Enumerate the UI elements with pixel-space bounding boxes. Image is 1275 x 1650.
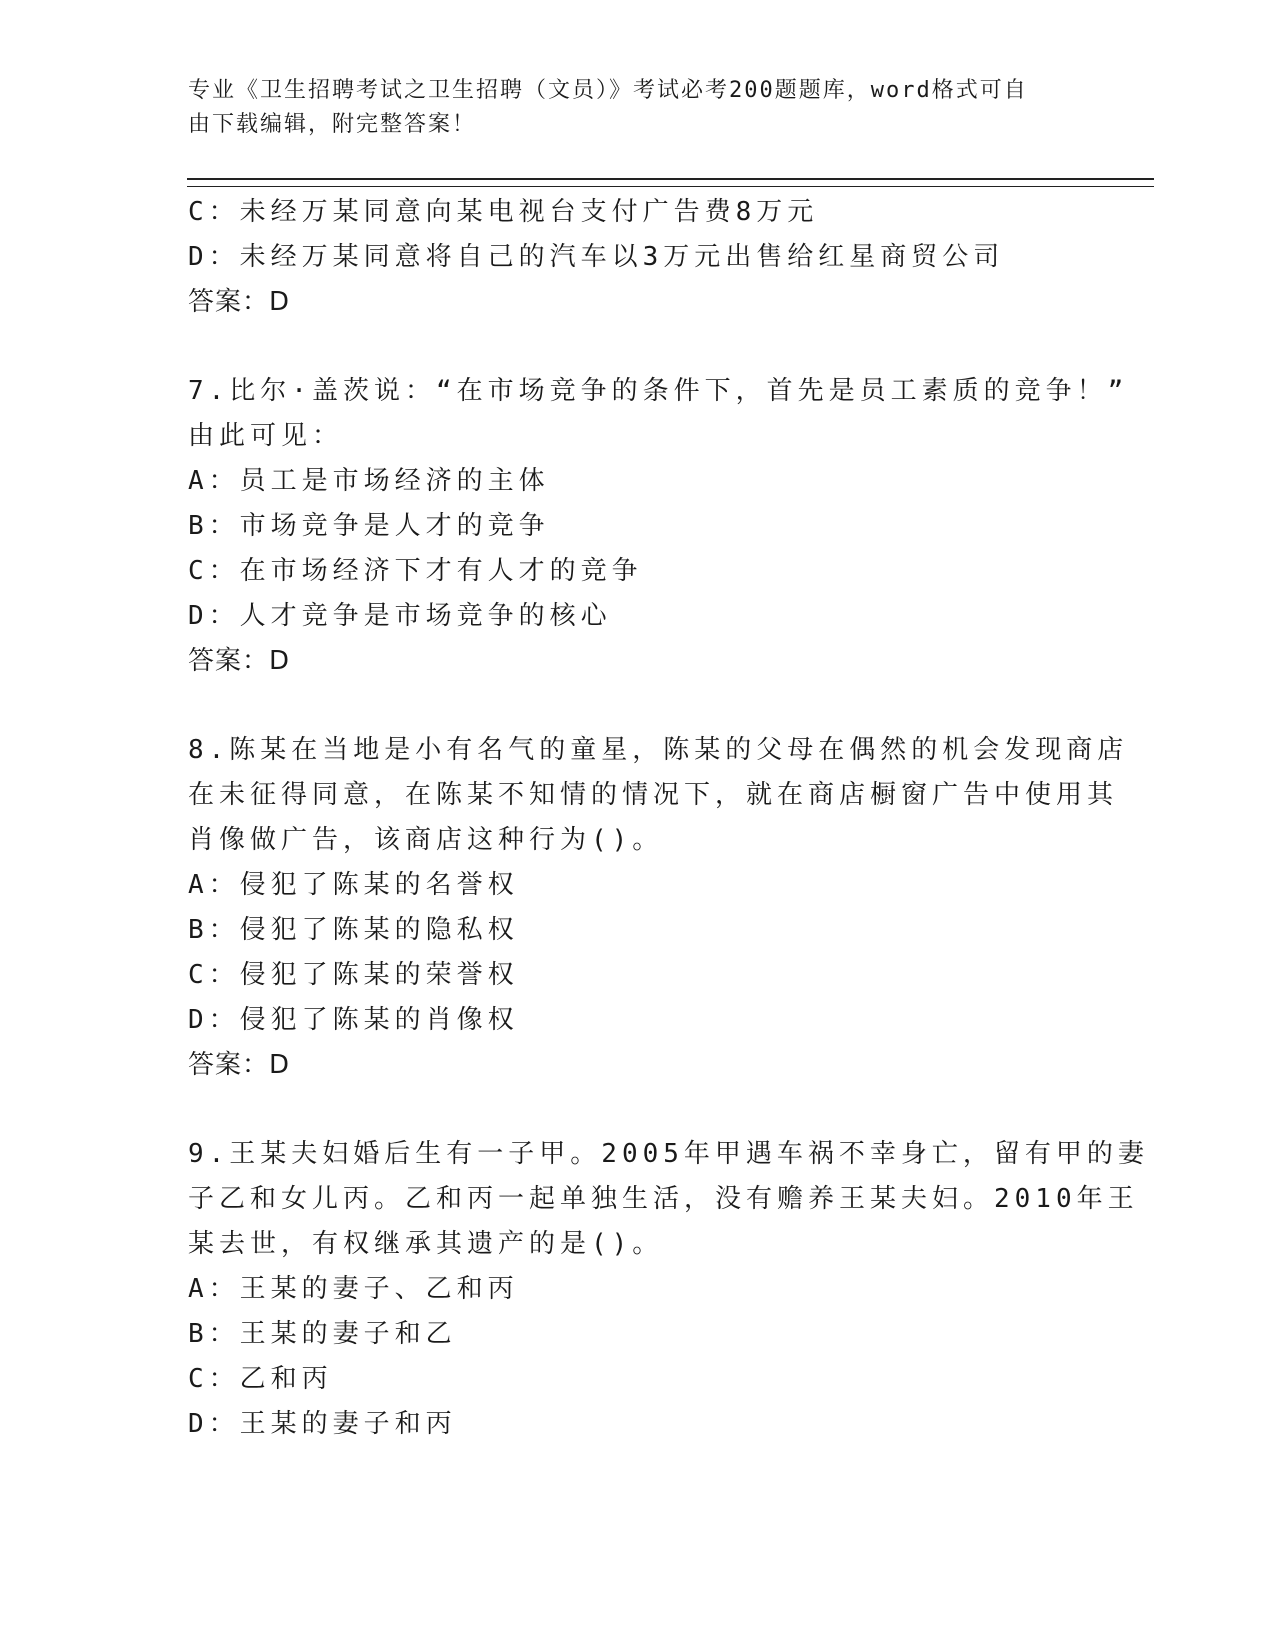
question-stem-line: 在未征得同意，在陈某不知情的情况下，就在商店橱窗广告中使用其 bbox=[188, 780, 1119, 810]
document-body bbox=[188, 190, 1149, 1447]
option-d: D：未经万某同意将自己的汽车以3万元出售给红星商贸公司 bbox=[188, 242, 1005, 272]
question-stem-line: 肖像做广告，该商店这种行为()。 bbox=[188, 825, 664, 855]
answer-line: 答案：D bbox=[188, 287, 291, 317]
question-stem-line: 某去世，有权继承其遗产的是()。 bbox=[188, 1229, 664, 1259]
question-8 bbox=[188, 728, 1129, 1088]
question-9 bbox=[188, 1132, 1149, 1447]
answer-line: 答案：D bbox=[188, 1050, 291, 1080]
question-stem-line: 9.王某夫妇婚后生有一子甲。2005年甲遇车祸不幸身亡，留有甲的妻 bbox=[188, 1139, 1149, 1169]
option-d: D：侵犯了陈某的肖像权 bbox=[188, 1005, 519, 1035]
answer-line: 答案：D bbox=[188, 646, 291, 676]
header-line-2: 由下载编辑，附完整答案！ bbox=[188, 112, 477, 137]
option-c: C：乙和丙 bbox=[188, 1364, 333, 1394]
header-line-1: 专业《卫生招聘考试之卫生招聘（文员）》考试必考200题题库，word格式可自 bbox=[188, 78, 1028, 103]
question-7 bbox=[188, 369, 1129, 684]
option-c: C：在市场经济下才有人才的竞争 bbox=[188, 556, 643, 586]
option-a: A：员工是市场经济的主体 bbox=[188, 466, 550, 496]
question-stem-line: 8.陈某在当地是小有名气的童星，陈某的父母在偶然的机会发现商店 bbox=[188, 735, 1129, 765]
option-d: D：王某的妻子和丙 bbox=[188, 1409, 457, 1439]
option-a: A：王某的妻子、乙和丙 bbox=[188, 1274, 519, 1304]
question-stem-line: 7.比尔·盖茨说：“在市场竞争的条件下，首先是员工素质的竞争！” bbox=[188, 376, 1129, 406]
option-b: B：市场竞争是人才的竞争 bbox=[188, 511, 550, 541]
header-divider bbox=[187, 178, 1154, 187]
option-d: D：人才竞争是市场竞争的核心 bbox=[188, 601, 612, 631]
question-stem-line: 由此可见： bbox=[188, 421, 344, 451]
option-a: A：侵犯了陈某的名誉权 bbox=[188, 870, 519, 900]
option-b: B：王某的妻子和乙 bbox=[188, 1319, 457, 1349]
question-stem-line: 子乙和女儿丙。乙和丙一起单独生活，没有赡养王某夫妇。2010年王 bbox=[188, 1184, 1139, 1214]
question-fragment bbox=[188, 190, 1088, 325]
option-c: C：侵犯了陈某的荣誉权 bbox=[188, 960, 519, 990]
option-b: B：侵犯了陈某的隐私权 bbox=[188, 915, 519, 945]
option-c: C：未经万某同意向某电视台支付广告费8万元 bbox=[188, 197, 819, 227]
page-header bbox=[188, 74, 1068, 142]
